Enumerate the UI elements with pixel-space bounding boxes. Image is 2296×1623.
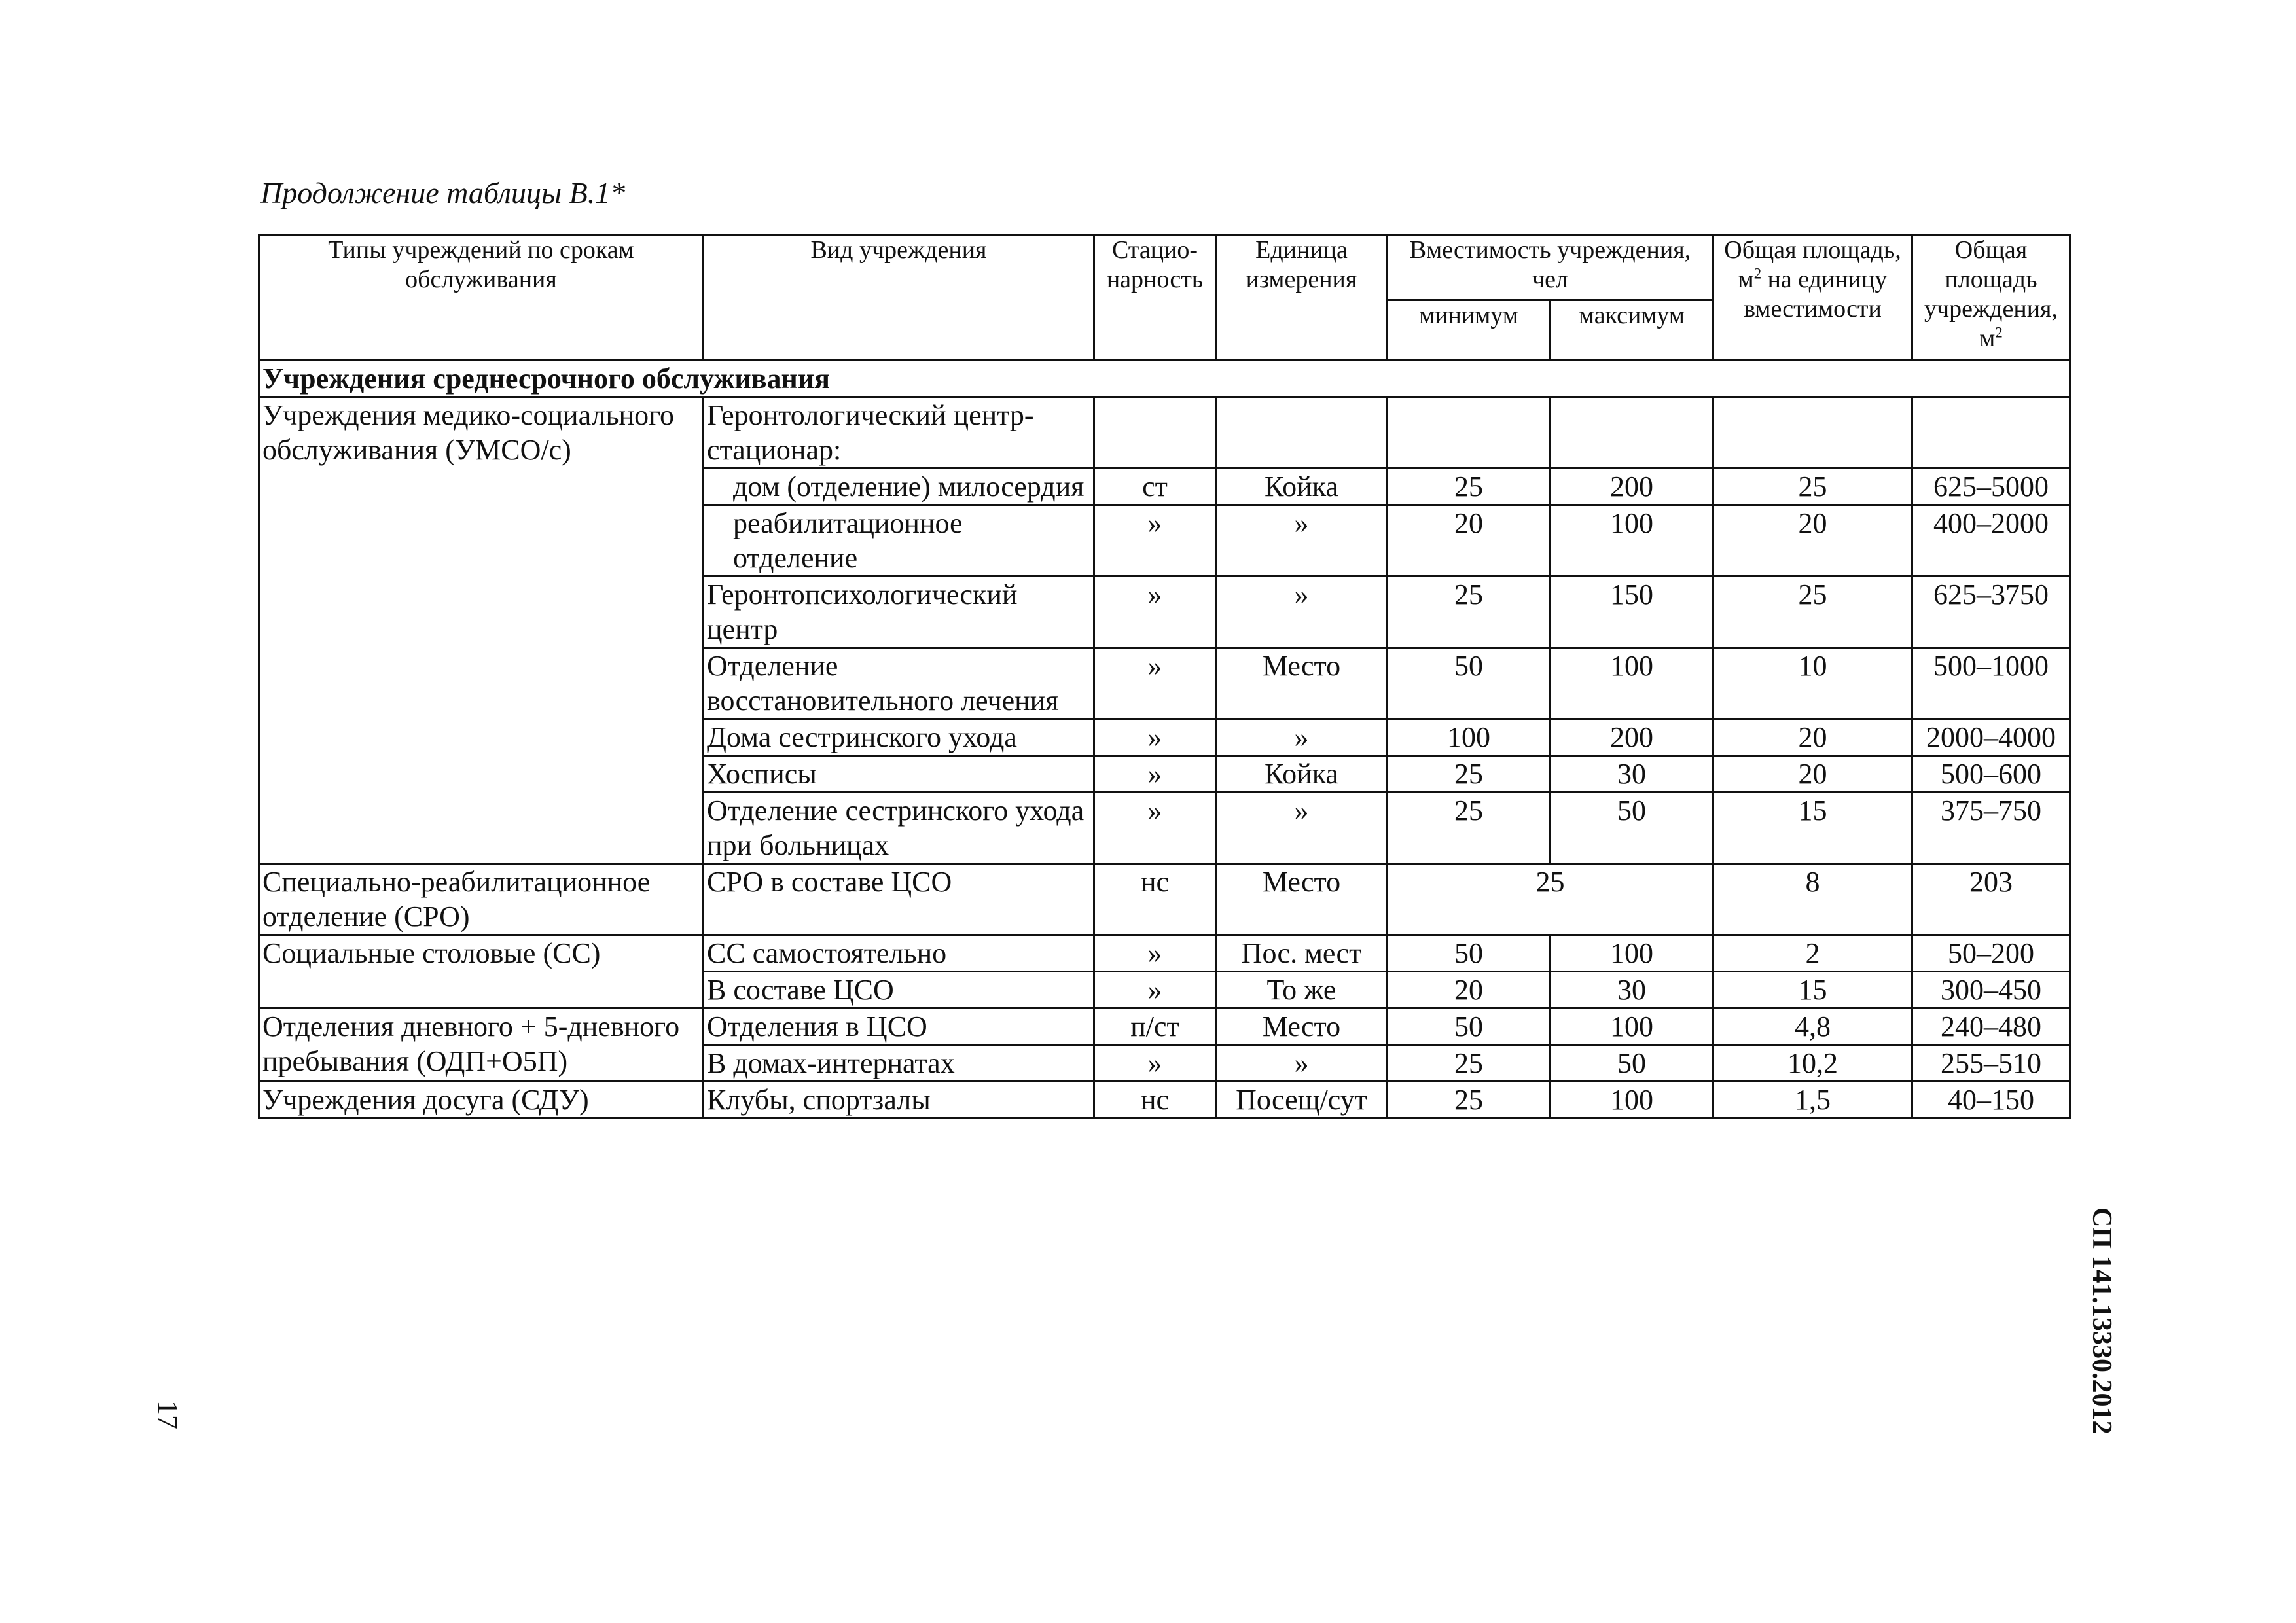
area-cell: 375–750 [1912,793,2070,864]
unit-cell: Койка [1216,469,1388,505]
apu-cell: 20 [1713,719,1912,756]
unit-cell: » [1216,793,1388,864]
group-type-umso: Учреждения медико-социального обслуживания (УМСО/с) [259,397,704,864]
unit-cell: » [1216,1045,1388,1082]
unit-cell: Место [1216,1008,1388,1045]
max-cell: 30 [1551,756,1713,793]
max-cell: 50 [1551,793,1713,864]
min-cell: 50 [1388,935,1551,972]
kind-cell: реабилитационное отделение [733,507,963,574]
table-row [259,1008,2070,1045]
stat-cell: нс [1094,1082,1216,1118]
stat-cell: » [1094,577,1216,648]
page-number: 17 [152,1400,184,1429]
max-cell: 200 [1551,469,1713,505]
apu-cell: 4,8 [1713,1008,1912,1045]
min-cell: 25 [1388,577,1551,648]
stat-cell: » [1094,719,1216,756]
header-unit: Единица измерения [1216,235,1388,361]
area-cell: 240–480 [1912,1008,2070,1045]
kind-cell: В домах-интернатах [704,1045,1094,1082]
kind-cell: Клубы, спортзалы [704,1082,1094,1118]
stat-cell: » [1094,1045,1216,1082]
area-cell: 2000–4000 [1912,719,2070,756]
area-cell: 203 [1912,864,2070,935]
min-cell: 25 [1388,1082,1551,1118]
max-cell: 100 [1551,1082,1713,1118]
apu-cell: 8 [1713,864,1912,935]
unit-cell: » [1216,719,1388,756]
min-cell: 100 [1388,719,1551,756]
apu-cell: 15 [1713,972,1912,1008]
apu-cell: 10 [1713,648,1912,719]
apu-cell: 15 [1713,793,1912,864]
kind-cell: Геронтопсихологический центр [704,577,1094,648]
apu-cell: 2 [1713,935,1912,972]
kind-cell: Отделение сестринского ухода при больницах [704,793,1094,864]
unit-cell: » [1216,505,1388,577]
header-min: минимум [1388,300,1551,361]
unit-cell: Место [1216,864,1388,935]
min-cell: 25 [1388,756,1551,793]
stat-cell: » [1094,793,1216,864]
area-cell: 50–200 [1912,935,2070,972]
section-title: Учреждения среднесрочного обслуживания [259,361,2070,397]
header-kind: Вид учреждения [704,235,1094,361]
apu-cell: 1,5 [1713,1082,1912,1118]
kind-cell: Отделение восстановительного лечения [704,648,1094,719]
header-capacity: Вместимость учреждения, чел [1388,235,1713,300]
area-cell: 625–3750 [1912,577,2070,648]
kind-cell: Геронтологический центр-стационар: [704,397,1094,469]
header-area-total: Общая площадь учреждения, $м^2$ [1912,235,2070,361]
min-cell: 20 [1388,972,1551,1008]
stat-cell: » [1094,505,1216,577]
stat-cell: » [1094,935,1216,972]
area-cell: 300–450 [1912,972,2070,1008]
apu-cell: 10,2 [1713,1045,1912,1082]
unit-cell: » [1216,577,1388,648]
kind-cell: В составе ЦСО [704,972,1094,1008]
stat-cell: нс [1094,864,1216,935]
unit-cell: Койка [1216,756,1388,793]
group-type-odp: Отделения дневного + 5-дневного пребывания (ОДП+О5П) [259,1008,704,1082]
min-cell: 25 [1388,1045,1551,1082]
area-cell: 500–1000 [1912,648,2070,719]
kind-cell: Отделения в ЦСО [704,1008,1094,1045]
unit-cell: То же [1216,972,1388,1008]
kind-cell: дом (отделение) милосердия [733,471,1085,503]
table-row [259,935,2070,972]
unit-cell: Посещ/сут [1216,1082,1388,1118]
kind-cell: СРО в составе ЦСО [704,864,1094,935]
apu-cell: 20 [1713,505,1912,577]
group-type-sro: Специально-реабилитационное отделение (СРО) [259,864,704,935]
table-caption: Продолжение таблицы В.1* [260,176,626,209]
unit-cell: Пос. мест [1216,935,1388,972]
apu-cell: 25 [1713,577,1912,648]
header-area-per-unit: Общая площадь, $м^2$ на единицу вместимости [1713,235,1912,361]
stat-cell: » [1094,756,1216,793]
header-stationarity: Стацио-нарность [1094,235,1216,361]
min-cell: 25 [1388,469,1551,505]
header-max: максимум [1551,300,1713,361]
unit-cell: Место [1216,648,1388,719]
header-type: Типы учреждений по срокам обслуживания [259,235,704,361]
group-type-ss: Социальные столовые (СС) [259,935,704,1008]
max-cell: 100 [1551,935,1713,972]
table-row [259,864,2070,935]
max-cell: 100 [1551,1008,1713,1045]
apu-cell: 25 [1713,469,1912,505]
max-cell: 50 [1551,1045,1713,1082]
min-cell: 50 [1388,648,1551,719]
max-cell: 30 [1551,972,1713,1008]
area-cell: 40–150 [1912,1082,2070,1118]
max-cell: 100 [1551,505,1713,577]
document-code: СП 141.13330.2012 [2087,1207,2117,1435]
stat-cell: » [1094,972,1216,1008]
stat-cell: п/ст [1094,1008,1216,1045]
capacity-cell: 25 [1388,864,1713,935]
area-cell: 625–5000 [1912,469,2070,505]
area-cell: 400–2000 [1912,505,2070,577]
apu-cell: 20 [1713,756,1912,793]
kind-cell: СС самостоятельно [704,935,1094,972]
kind-cell: Хосписы [704,756,1094,793]
max-cell: 200 [1551,719,1713,756]
min-cell: 25 [1388,793,1551,864]
area-cell: 500–600 [1912,756,2070,793]
area-cell: 255–510 [1912,1045,2070,1082]
institutions-table [258,234,2071,1119]
min-cell: 50 [1388,1008,1551,1045]
stat-cell: ст [1094,469,1216,505]
stat-cell: » [1094,648,1216,719]
min-cell: 20 [1388,505,1551,577]
max-cell: 150 [1551,577,1713,648]
table-row [259,1082,2070,1118]
max-cell: 100 [1551,648,1713,719]
group-type-sdu: Учреждения досуга (СДУ) [259,1082,704,1118]
kind-cell: Дома сестринского ухода [704,719,1094,756]
